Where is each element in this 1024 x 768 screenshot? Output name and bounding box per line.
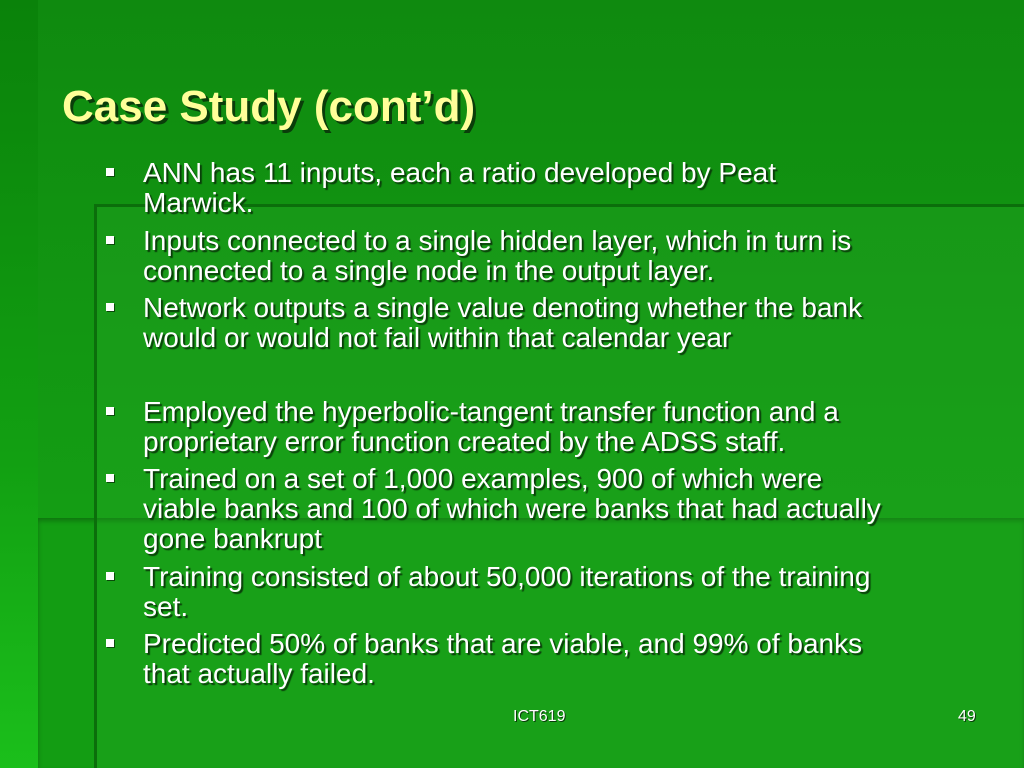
decorative-panel-left (0, 0, 38, 768)
bullet-text: ANN has 11 inputs, each a ratio developed by Peat Marwick. (143, 157, 776, 218)
bullet-text: Predicted 50% of banks that are viable, and 99% of banks that actually failed. (143, 628, 863, 689)
square-bullet-icon (106, 236, 114, 244)
bullet-text: Employed the hyperbolic-tangent transfer function and a proprietary error function created by the ADSS staff. (143, 396, 839, 457)
bullet-text: Network outputs a single value denoting whether the bank would or would not fail within that calendar year (143, 292, 863, 353)
square-bullet-icon (106, 407, 114, 415)
square-bullet-icon (106, 303, 114, 311)
square-bullet-icon (106, 168, 114, 176)
footer-page-number: 49 (958, 708, 976, 725)
square-bullet-icon (106, 572, 114, 580)
bullet-text: Training consisted of about 50,000 iterations of the training set. (143, 561, 871, 622)
slide-title: Case Study (cont’d) (62, 82, 476, 131)
square-bullet-icon (106, 474, 114, 482)
square-bullet-icon (106, 639, 114, 647)
footer-course-label: ICT619 (513, 708, 566, 725)
bullet-text: Inputs connected to a single hidden layer, which in turn is connected to a single node in the output layer. (143, 225, 852, 286)
bullet-text: Trained on a set of 1,000 examples, 900 of which were viable banks and 100 of which were banks that had actually gone bankrupt (143, 463, 881, 554)
